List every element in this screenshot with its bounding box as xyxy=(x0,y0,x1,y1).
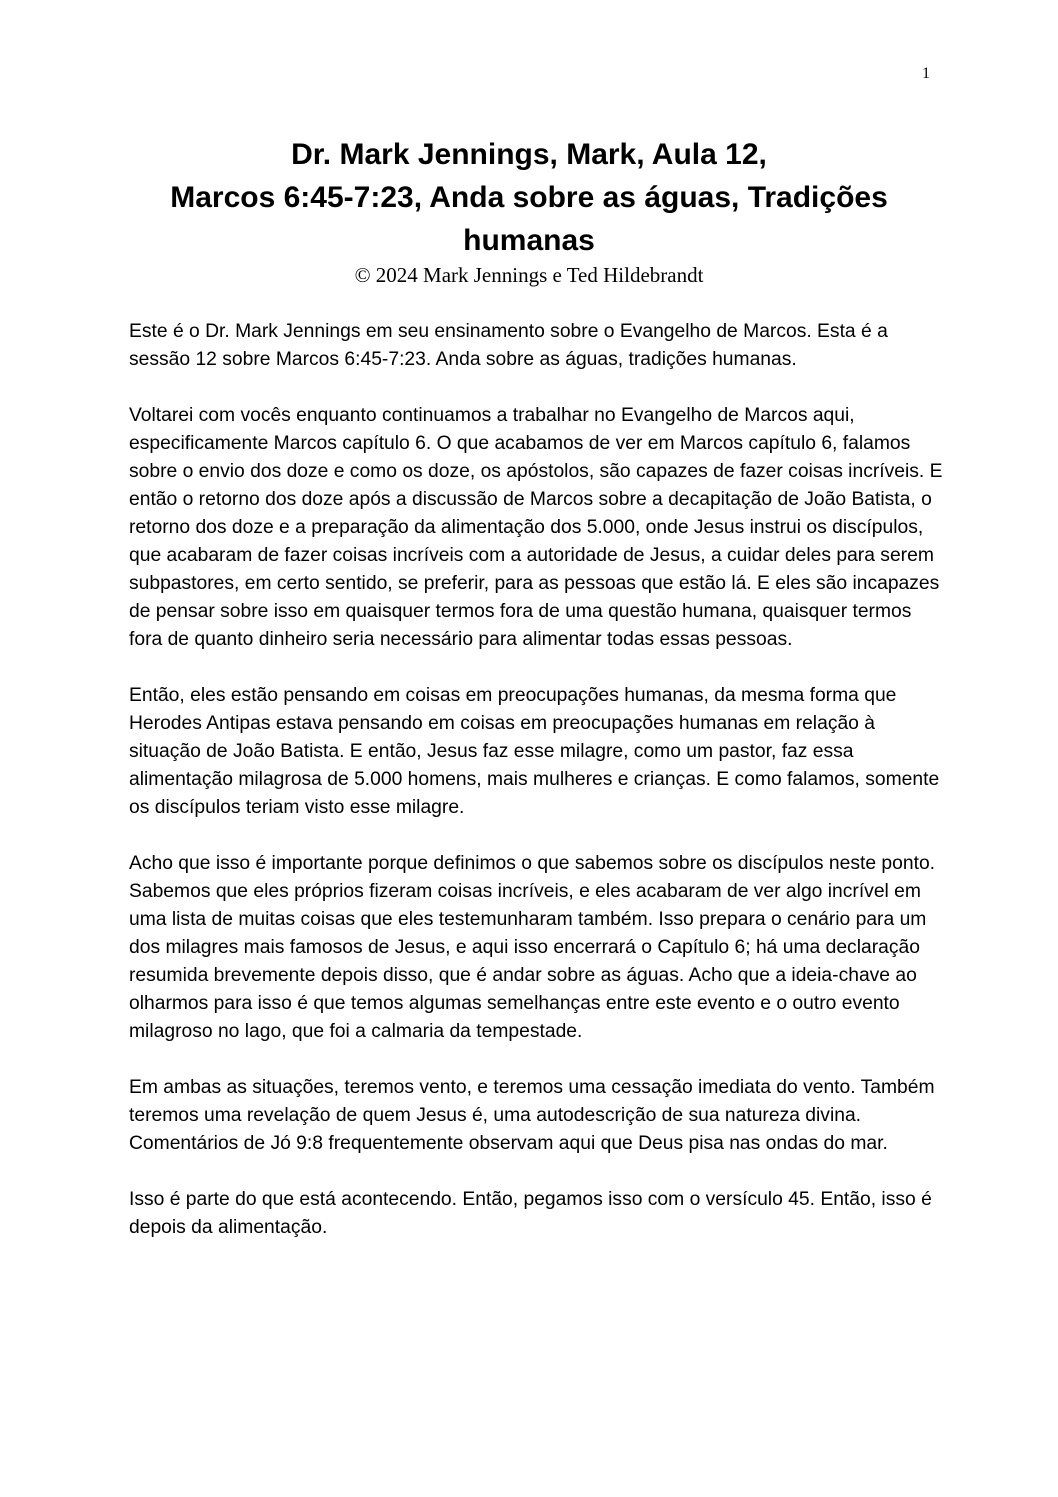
paragraph: Acho que isso é importante porque definimos o que sabemos sobre os discípulos neste ponto. Sabemos que eles próprios fizeram coisas incríveis, e eles acabaram de ver algo incrível em uma lista de muitas coisas que eles testemunharam também. Isso prepara o cenário para um dos milagres mais famosos de Jesus, e aqui isso encerrará o Capítulo 6; há uma declaração resumida brevemente depois disso, que é andar sobre as águas. Acho que a ideia-chave ao olharmos para isso é que temos algumas semelhanças entre este evento e o outro evento milagroso no lago, que foi a calmaria da tempestade. xyxy=(129,853,936,1042)
title-line-1: Dr. Mark Jennings, Mark, Aula 12, xyxy=(291,138,767,171)
copyright-line: © 2024 Mark Jennings e Ted Hildebrandt xyxy=(354,263,704,287)
paragraph: Este é o Dr. Mark Jennings em seu ensinamento sobre o Evangelho de Marcos. Esta é a sessão 12 sobre Marcos 6:45-7:23. Anda sobre as águas, tradições humanas. xyxy=(129,321,888,370)
title-line-2: Marcos 6:45-7:23, Anda sobre as águas, Tradições xyxy=(170,181,888,214)
paragraph: Então, eles estão pensando em coisas em preocupações humanas, da mesma forma que Herodes Antipas estava pensando em coisas em preocupações humanas em relação à situação de João Batista. E então, Jesus faz esse milagre, como um pastor, faz essa alimentação milagrosa de 5.000 homens, mais mulheres e crianças. E como falamos, somente os discípulos teriam visto esse milagre. xyxy=(129,685,940,818)
document-body xyxy=(129,318,949,1270)
title-block xyxy=(100,133,958,288)
paragraph: Isso é parte do que está acontecendo. Então, pegamos isso com o versículo 45. Então, isso é depois da alimentação. xyxy=(129,1189,932,1238)
page-number: 1 xyxy=(922,65,930,82)
paragraph: Em ambas as situações, teremos vento, e teremos uma cessação imediata do vento. Também teremos uma revelação de quem Jesus é, uma autodescrição de sua natureza divina. Comentários de Jó 9:8 frequentemente observam aqui que Deus pisa nas ondas do mar. xyxy=(129,1077,935,1154)
paragraph: Voltarei com vocês enquanto continuamos a trabalhar no Evangelho de Marcos aqui, especificamente Marcos capítulo 6. O que acabamos de ver em Marcos capítulo 6, falamos sobre o envio dos doze e como os doze, os apóstolos, são capazes de fazer coisas incríveis. E então o retorno dos doze após a discussão de Marcos sobre a decapitação de João Batista, o retorno dos doze e a preparação da alimentação dos 5.000, onde Jesus instrui os discípulos, que acabaram de fazer coisas incríveis com a autoridade de Jesus, a cuidar deles para serem subpastores, em certo sentido, se preferir, para as pessoas que estão lá. E eles são incapazes de pensar sobre isso em quaisquer termos fora de uma questão humana, quaisquer termos fora de quanto dinheiro seria necessário para alimentar todas essas pessoas. xyxy=(129,405,943,650)
title-line-3: humanas xyxy=(463,224,595,257)
